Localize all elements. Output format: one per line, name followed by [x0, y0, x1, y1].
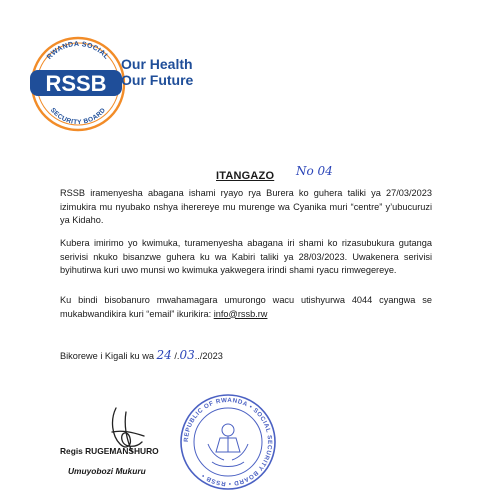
date-suffix: ../2023 [194, 351, 223, 361]
stamp-ring-text: REPUBLIC OF RWANDA • SOCIAL SECURITY BOARD • RSSB • [182, 396, 274, 488]
logo-text: RSSB [45, 71, 107, 96]
date-line [60, 348, 223, 362]
paragraph-1: RSSB iramenyesha abagana ishami ryayo rya Burera ko guhera taliki ya 27/03/2023 izimukira mu nyubako nshya iherereye mu murenge wa Cyanika muri “centre” y’ubucuruzi ya Kidaho. [60, 188, 432, 226]
paragraph-2: Kubera imirimo yo kwimuka, turamenyesha abagana iri shami ko rizasubukura gutanga serivisi nkuko bisanzwe guhera ku wa Kabiri taliki ya 28/03/2023. Uwakenera serivisi byihutirwa kuri uwo munsi wo kwimuka yakwegera irindi shami ryacu rimwegereye. [60, 238, 432, 276]
tagline [121, 56, 193, 88]
tagline-line1: Our Health [121, 56, 193, 72]
signer-title: Umuyobozi Mukuru [68, 466, 146, 476]
date-prefix: Bikorewe i Kigali ku wa [60, 351, 157, 361]
logo-ring-top: RWANDA SOCIAL [45, 40, 111, 61]
date-day: 24 [156, 348, 172, 362]
paragraph-3-text: Ku bindi bisobanuro mwahamagara umurongo wacu utishyurwa 4044 cyangwa se mukabwandikira kuri “email” ikurikira: [60, 295, 432, 319]
tagline-line2: Our Future [121, 72, 194, 88]
paragraph-3 [60, 294, 432, 321]
signer-name: Regis RUGEMANSHURO [60, 446, 159, 456]
date-separator: /. [171, 351, 180, 361]
official-stamp [178, 392, 278, 492]
logo-ring-bottom: SECURITY BOARD [48, 106, 108, 127]
reference-number: No 04 [296, 164, 333, 178]
date-month: 03 [179, 348, 195, 362]
document-title: ITANGAZO [216, 170, 275, 182]
email-link[interactable]: info@rssb.rw [213, 308, 268, 319]
rssb-logo [28, 34, 128, 134]
